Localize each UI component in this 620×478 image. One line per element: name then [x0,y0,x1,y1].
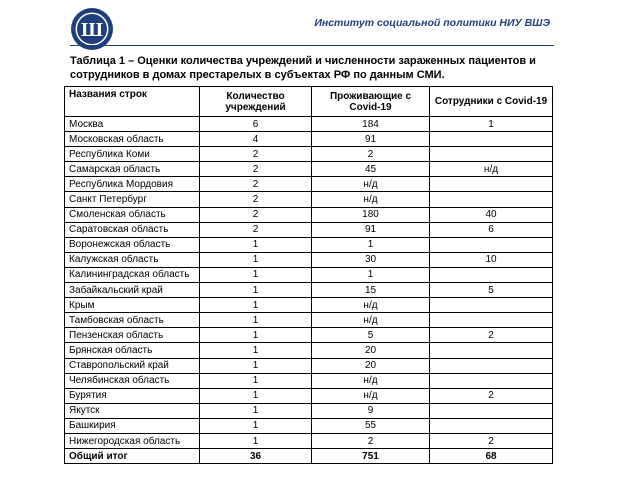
cell-institutions: 2 [200,162,312,177]
cell-staff: 2 [430,328,553,343]
table-row [65,298,553,313]
column-header-residents: Проживающие с Covid-19 [312,87,430,117]
cell-residents: 184 [312,117,430,132]
cell-institutions: 1 [200,283,312,298]
table-row [65,207,553,222]
cell-region: Якутск [65,403,200,418]
table-row [65,313,553,328]
table-row [65,132,553,147]
cell-staff: н/д [430,162,553,177]
cell-residents: 45 [312,162,430,177]
cell-region: Общий итог [65,449,200,464]
cell-institutions: 1 [200,433,312,448]
cell-region: Республика Мордовия [65,177,200,192]
table-row [65,252,553,267]
cell-institutions: 1 [200,388,312,403]
cell-residents: 1 [312,267,430,282]
cell-region: Воронежская область [65,237,200,252]
cell-institutions: 1 [200,373,312,388]
cell-region: Саратовская область [65,222,200,237]
cell-staff [430,298,553,313]
cell-institutions: 1 [200,298,312,313]
cell-staff [430,192,553,207]
cell-residents: 2 [312,147,430,162]
cell-region: Санкт Петербург [65,192,200,207]
cell-residents: 55 [312,418,430,433]
cell-region: Москва [65,117,200,132]
cell-residents: н/д [312,388,430,403]
cell-residents: 91 [312,222,430,237]
cell-region: Крым [65,298,200,313]
cell-staff: 68 [430,449,553,464]
cell-residents: н/д [312,298,430,313]
cell-institutions: 6 [200,117,312,132]
table-row [65,373,553,388]
header-divider [70,45,554,46]
cell-staff: 40 [430,207,553,222]
cell-staff [430,177,553,192]
cell-staff [430,373,553,388]
svg-text:Ш: Ш [81,19,103,41]
table-row [65,418,553,433]
table-row [65,433,553,448]
cell-institutions: 1 [200,343,312,358]
cell-staff [430,147,553,162]
cell-staff [430,343,553,358]
cell-institutions: 36 [200,449,312,464]
cell-region: Бурятия [65,388,200,403]
table-header-row [65,87,553,117]
cell-residents: 15 [312,283,430,298]
cell-institutions: 1 [200,418,312,433]
table-row [65,192,553,207]
cell-staff [430,267,553,282]
cell-region: Калининградская область [65,267,200,282]
cell-residents: 91 [312,132,430,147]
cell-region: Калужская область [65,252,200,267]
cell-staff [430,237,553,252]
cell-residents: 1 [312,237,430,252]
cell-staff: 1 [430,117,553,132]
cell-institutions: 2 [200,222,312,237]
table-row [65,222,553,237]
cell-staff: 2 [430,388,553,403]
table-row [65,343,553,358]
data-table [64,86,553,464]
cell-institutions: 1 [200,252,312,267]
cell-region: Брянская область [65,343,200,358]
cell-residents: 2 [312,433,430,448]
cell-residents: н/д [312,192,430,207]
table-row [65,147,553,162]
cell-region: Забайкальский край [65,283,200,298]
cell-institutions: 1 [200,267,312,282]
cell-staff [430,418,553,433]
table-row [65,388,553,403]
cell-region: Челябинская область [65,373,200,388]
cell-region: Самарская область [65,162,200,177]
cell-region: Ставропольский край [65,358,200,373]
table-row [65,328,553,343]
table-row [65,162,553,177]
cell-region: Нижегородская область [65,433,200,448]
cell-residents: 751 [312,449,430,464]
cell-region: Башкирия [65,418,200,433]
cell-institutions: 2 [200,192,312,207]
column-header-institutions: Количество учреждений [200,87,312,117]
cell-residents: 30 [312,252,430,267]
cell-staff [430,358,553,373]
cell-residents: н/д [312,177,430,192]
cell-region: Тамбовская область [65,313,200,328]
cell-staff: 2 [430,433,553,448]
table-row [65,358,553,373]
table-caption: Таблица 1 – Оценки количества учреждений и численности зараженных пациентов и сотрудников в домах престарелых в субъектах РФ по данным СМИ. [70,55,536,81]
table-row [65,117,553,132]
table-row [65,237,553,252]
table-total-row [65,449,553,464]
cell-residents: 9 [312,403,430,418]
cell-region: Московская область [65,132,200,147]
institute-name: Институт социальной политики НИУ ВШЭ [314,17,550,29]
cell-institutions: 2 [200,207,312,222]
cell-region: Республика Коми [65,147,200,162]
cell-staff: 10 [430,252,553,267]
cell-institutions: 1 [200,237,312,252]
cell-institutions: 1 [200,328,312,343]
cell-residents: н/д [312,373,430,388]
cell-institutions: 4 [200,132,312,147]
cell-residents: 5 [312,328,430,343]
cell-residents: 20 [312,358,430,373]
cell-region: Пензенская область [65,328,200,343]
table-row [65,403,553,418]
table-row [65,283,553,298]
cell-institutions: 1 [200,358,312,373]
column-header-staff: Сотрудники с Covid-19 [430,87,553,117]
cell-staff: 5 [430,283,553,298]
cell-staff: 6 [430,222,553,237]
cell-institutions: 2 [200,147,312,162]
cell-staff [430,132,553,147]
cell-residents: н/д [312,313,430,328]
cell-institutions: 1 [200,403,312,418]
column-header-region: Названия строк [65,87,200,117]
cell-institutions: 2 [200,177,312,192]
cell-staff [430,403,553,418]
cell-residents: 20 [312,343,430,358]
table-row [65,267,553,282]
cell-staff [430,313,553,328]
table-row [65,177,553,192]
cell-institutions: 1 [200,313,312,328]
cell-region: Смоленская область [65,207,200,222]
cell-residents: 180 [312,207,430,222]
